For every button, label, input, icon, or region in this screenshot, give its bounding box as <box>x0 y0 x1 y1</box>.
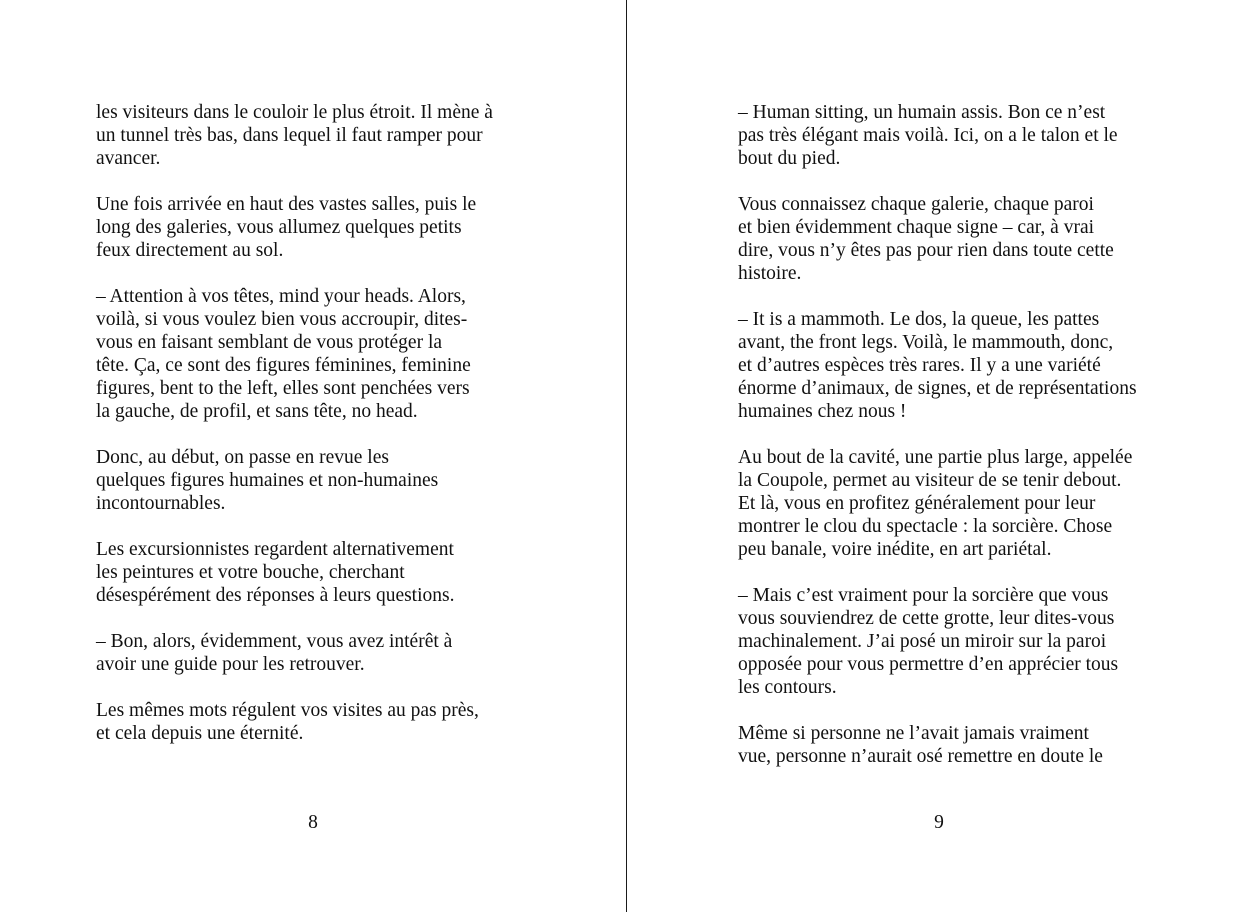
paragraph: Les excursionnistes regardent alternativement les peintures et votre bouche, cherchant désespérément des réponses à leurs questions. <box>96 539 455 606</box>
left-page-text <box>96 101 536 768</box>
paragraph: Vous connaissez chaque galerie, chaque paroi et bien évidemment chaque signe – car, à vrai dire, vous n’y êtes pas pour rien dans toute cette histoire. <box>738 194 1114 284</box>
paragraph: – Bon, alors, évidemment, vous avez intérêt à avoir une guide pour les retrouver. <box>96 631 453 675</box>
paragraph: les visiteurs dans le couloir le plus étroit. Il mène à un tunnel très bas, dans lequel il faut ramper pour avancer. <box>96 102 493 169</box>
paragraph: – Human sitting, un humain assis. Bon ce n’est pas très élégant mais voilà. Ici, on a le talon et le bout du pied. <box>738 102 1118 169</box>
paragraph: Donc, au début, on passe en revue les quelques figures humaines et non-humaines incontournables. <box>96 447 439 514</box>
paragraph: – It is a mammoth. Le dos, la queue, les pattes avant, the front legs. Voilà, le mammouth, donc, et d’autres espèces très rares. Il y a une variété énorme d’animaux, de signes, et de représentations humaines chez nous ! <box>738 309 1137 422</box>
paragraph: Une fois arrivée en haut des vastes salles, puis le long des galeries, vous allumez quelques petits feux directement au sol. <box>96 194 477 261</box>
right-page <box>627 0 1252 912</box>
paragraph: Au bout de la cavité, une partie plus large, appelée la Coupole, permet au visiteur de se tenir debout. Et là, vous en profitez généralement pour leur montrer le clou du spectacle : la sorcière. Chose peu banale, voire inédite, en art pariétal. <box>738 447 1133 560</box>
paragraph: – Attention à vos têtes, mind your heads. Alors, voilà, si vous voulez bien vous accroupir, dites- vous en faisant semblant de vous protéger la tête. Ça, ce sont des figures féminines, feminine figures, bent to the left, elles sont penchées vers la gauche, de profil, et sans tête, no head. <box>96 286 471 422</box>
right-page-text <box>738 101 1178 791</box>
paragraph: – Mais c’est vraiment pour la sorcière que vous vous souviendrez de cette grotte, leur dites-vous machinalement. J’ai posé un miroir sur la paroi opposée pour vous permettre d’en apprécier tous les contours. <box>738 585 1119 698</box>
paragraph: Même si personne ne l’avait jamais vraiment vue, personne n’aurait osé remettre en doute le <box>738 723 1103 767</box>
paragraph: Les mêmes mots régulent vos visites au pas près, et cela depuis une éternité. <box>96 700 479 744</box>
page-number-left: 8 <box>308 812 318 833</box>
page-number-right: 9 <box>934 812 944 833</box>
